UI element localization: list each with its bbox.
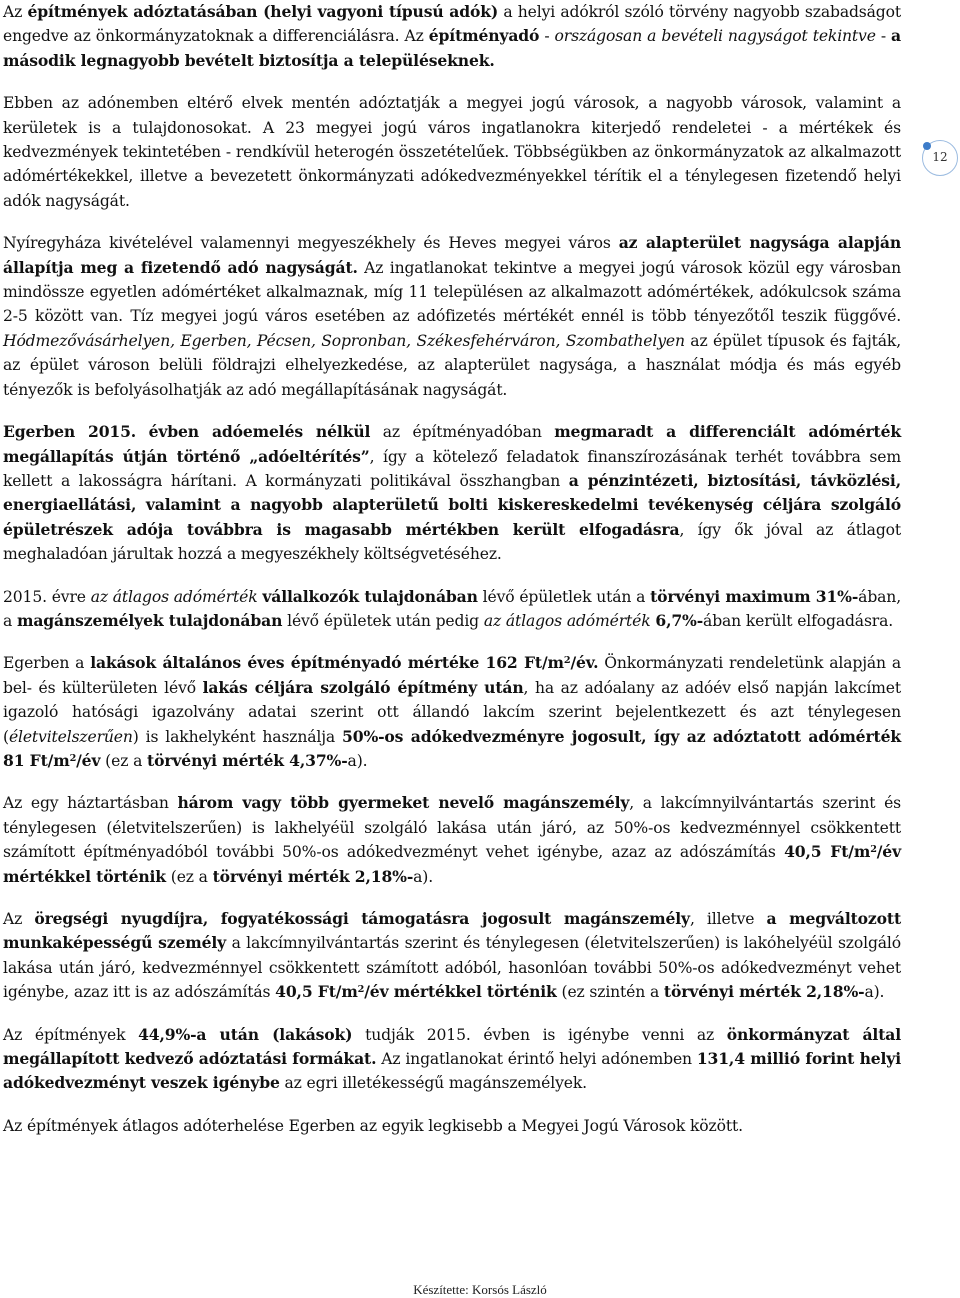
emphasis-bold: lakások általános éves építményadó mértéke 162 Ft/m bbox=[90, 653, 564, 673]
page-number: 12 bbox=[932, 150, 948, 164]
bullet-dot-icon bbox=[923, 142, 931, 150]
text-run: Az bbox=[3, 3, 28, 21]
emphasis-bold: 40,5 Ft/m bbox=[784, 842, 871, 862]
emphasis-bold: a megváltozott munkaképességű személy bbox=[3, 909, 901, 953]
text-run: (ez a bbox=[100, 751, 148, 770]
emphasis-bold: megmaradt a differenciált adómérték megállapítás útján történő „adóeltérítés” bbox=[3, 422, 902, 466]
page-number-badge bbox=[922, 140, 958, 176]
superscript: 2 bbox=[69, 753, 77, 765]
text-run: az egri illetékességű magánszemélyek. bbox=[279, 1074, 587, 1093]
text-run: ) is lakhelyként használja bbox=[132, 727, 343, 746]
emphasis-bold: 44,9%-a után (lakások) bbox=[138, 1024, 353, 1044]
paragraph bbox=[3, 791, 901, 889]
emphasis-bold: építmények adóztatásában (helyi vagyoni típusú adók) bbox=[27, 2, 499, 21]
text-run bbox=[136, 423, 149, 441]
text-run: Az egy háztartásban bbox=[3, 794, 178, 813]
text-run: ában, a bbox=[3, 587, 901, 630]
paragraph bbox=[3, 585, 901, 634]
emphasis-bold: 40,5 Ft/m bbox=[275, 982, 358, 1002]
text-run: 2015. évre bbox=[3, 587, 91, 606]
text-run: (ez szintén a bbox=[556, 983, 664, 1002]
superscript: 2 bbox=[357, 984, 365, 996]
text-run: Az építmények átlagos adóterhelése Egerben az egyik legkisebb a Megyei Jogú Városok között. bbox=[3, 1116, 743, 1135]
emphasis-bold: lakás céljára szolgáló építmény után bbox=[202, 677, 524, 697]
emphasis-italic: országosan a bevételi nagyságot tekintve bbox=[554, 27, 876, 46]
paragraph bbox=[3, 91, 901, 213]
paragraph bbox=[3, 907, 901, 1005]
text-run: Az építmények bbox=[3, 1025, 139, 1044]
emphasis-bold: építményadó bbox=[428, 26, 540, 46]
emphasis-bold: törvényi mérték 2,18%- bbox=[663, 982, 865, 1002]
paragraph bbox=[3, 420, 901, 566]
superscript: 2 bbox=[870, 844, 877, 856]
paragraph bbox=[3, 0, 901, 73]
text-run: , így ők jóval az átlagot meghaladóan járultak hozzá a megyeszékhely költségvetéséhez. bbox=[3, 520, 902, 564]
emphasis-bold: Egerben 2015. bbox=[3, 422, 137, 442]
paragraph bbox=[3, 651, 901, 773]
emphasis-bold: a második legnagyobb bevételt biztosítja a településeknek. bbox=[3, 26, 901, 70]
text-run: - bbox=[875, 27, 892, 46]
text-run: - bbox=[539, 27, 555, 46]
emphasis-bold: törvényi mérték 2,18%- bbox=[212, 866, 414, 886]
emphasis-bold: 50%-os adókedvezményre jogosult, így az adóztatott adómérték 81 Ft/m bbox=[3, 726, 901, 770]
text-run: , így a kötelező feladatok finanszírozásának terhét továbbra sem kellett a lakosságra hárítani. A kormányzati politikával összhangban bbox=[3, 447, 901, 490]
text-run: , illetve bbox=[689, 910, 767, 928]
emphasis-bold: 6,7%- bbox=[655, 610, 704, 630]
emphasis-bold: az alapterület nagysága alapján állapítja meg a fizetendő adó nagyságát. bbox=[3, 233, 902, 277]
footer-author: Készítette: Korsós László bbox=[413, 1282, 547, 1297]
text-run: , ha az adóalany az adóév első napján lakcímet igazoló hatósági igazolvány adatai szerint ott állandó lakcím szerint bejelentkezett és azt ténylegesen ( bbox=[3, 678, 901, 746]
text-run: a). bbox=[413, 867, 434, 886]
emphasis-bold: vállalkozók tulajdonában bbox=[262, 586, 478, 606]
emphasis-bold: törvényi mérték 4,37%- bbox=[147, 750, 348, 770]
text-run: Az ingatlanokat tekintve a megyei jogú városok közül egy városban mindössze egyetlen adómértéket alkalmaznak, míg 11 településen az alkalmazott adómértékek, adókulcsok száma 2-5 között van. Tíz megyei jogú város esetében az adófizetés mértékét ennél is több tényezőtől teszik függővé. bbox=[3, 258, 901, 326]
text-run: Nyíregyháza kivételével valamennyi megyeszékhely és Heves megyei város bbox=[3, 234, 619, 253]
text-run: lévő épületlek után a bbox=[477, 587, 651, 606]
text-run: Egerben a bbox=[3, 654, 91, 673]
paragraph bbox=[3, 1023, 901, 1096]
emphasis-italic: életvitelszerűen bbox=[8, 727, 133, 746]
text-run: Ebben az adónemben eltérő elvek mentén adóztatják a megyei jogú városok, a nagyobb városok, valamint a kerületek is a tulajdonosokat. A 23 megyei jogú város ingatlanokra kiterjedő rendeletei - a mértékek és kedvezmények tekintetében - rendkívül heterogén összetételűek. Többségükben az önkormányzatok az alkalmazott adómértékekkel, illetve a bevezetett önkormányzati adókedvezményekkel térítik el a ténylegesen fizetendő helyi adók nagyságát. bbox=[3, 94, 901, 210]
text-run: Önkormányzati rendeletünk alapján a bel- és külterületen lévő bbox=[3, 654, 901, 697]
emphasis-bold: a pénzintézeti, biztosítási, távközlési, energiaellátási, valamint a nagyobb alapterületű bolti kiskereskedelmi tevékenység céljára szolgáló épületrészek adója továbbra is magasabb mértékben került elfogadásra bbox=[3, 470, 901, 539]
text-run: (ez a bbox=[165, 867, 213, 886]
emphasis-bold: /év mértékkel történik bbox=[3, 842, 901, 886]
emphasis-bold: 131,4 millió forint helyi adókedvezményt veszek igénybe bbox=[3, 1049, 901, 1093]
paragraph bbox=[3, 231, 901, 402]
text-run: tudják 2015. évben is igénybe venni az bbox=[352, 1025, 727, 1044]
emphasis-italic: az átlagos adómérték bbox=[90, 587, 258, 606]
emphasis-bold: /év mértékkel történik bbox=[364, 982, 557, 1002]
text-run: a). bbox=[864, 983, 885, 1002]
emphasis-bold: évben adóemelés nélkül bbox=[148, 422, 371, 442]
text-run: a lakcímnyilvántartás szerint és ténylegesen (életvitelszerűen) is lakóhelyéül szolgáló lakása után járó, kedvezménnyel csökkentett számított adóból, hasonlóan további 50%-os adókedvezményt vehet igénybe, azaz itt is az adószámítás bbox=[3, 934, 902, 1002]
emphasis-bold: három vagy több gyermeket nevelő magánszemély bbox=[177, 793, 630, 813]
emphasis-bold: törvényi maximum 31%- bbox=[650, 586, 859, 606]
emphasis-bold: /év. bbox=[570, 653, 599, 673]
text-run: a). bbox=[347, 751, 368, 770]
emphasis-bold: önkormányzat által megállapított kedvező adóztatási formákat. bbox=[3, 1024, 901, 1069]
emphasis-italic: Hódmezővásárhelyen, Egerben, Pécsen, Sopronban, Székesfehérváron, Szombathelyen bbox=[3, 331, 685, 350]
emphasis-italic: az átlagos adómérték bbox=[483, 611, 651, 630]
emphasis-bold: öregségi nyugdíjra, fogyatékossági támogatásra jogosult magánszemély bbox=[34, 909, 690, 928]
text-run: Az ingatlanokat érintő helyi adónemben bbox=[376, 1050, 697, 1069]
paragraph bbox=[3, 1114, 901, 1138]
text-run: az épület típusok és fajták, az épület városon belüli földrajzi elhelyezkedése, az alapterület nagysága, a használat módja és más egyéb tényezők is befolyásolhatják az adó megállapításának nagyságát. bbox=[3, 331, 902, 399]
text-run: , a lakcímnyilvántartás szerint és ténylegesen (életvitelszerűen) is lakhelyéül szolgáló lakása után járó, az 50%-os kedvezménnyel csökkentett számított építményadóból további 50%-os adókedvezményt vehet igénybe, azaz az adószámítás bbox=[3, 794, 901, 862]
text-run: az építményadóban bbox=[370, 423, 555, 442]
text-run: Az bbox=[3, 910, 35, 928]
emphasis-bold: magánszemélyek tulajdonában bbox=[16, 610, 283, 630]
emphasis-bold: /év bbox=[76, 750, 101, 770]
text-run: a helyi adókról szóló törvény nagyobb szabadságot engedve az önkormányzatoknak a differenciálásra. Az bbox=[3, 3, 901, 46]
superscript: 2 bbox=[563, 655, 571, 667]
document-body bbox=[3, 0, 901, 1138]
text-run: lévő épületek után pedig bbox=[282, 611, 484, 630]
text-run: ában került elfogadásra. bbox=[703, 611, 894, 630]
